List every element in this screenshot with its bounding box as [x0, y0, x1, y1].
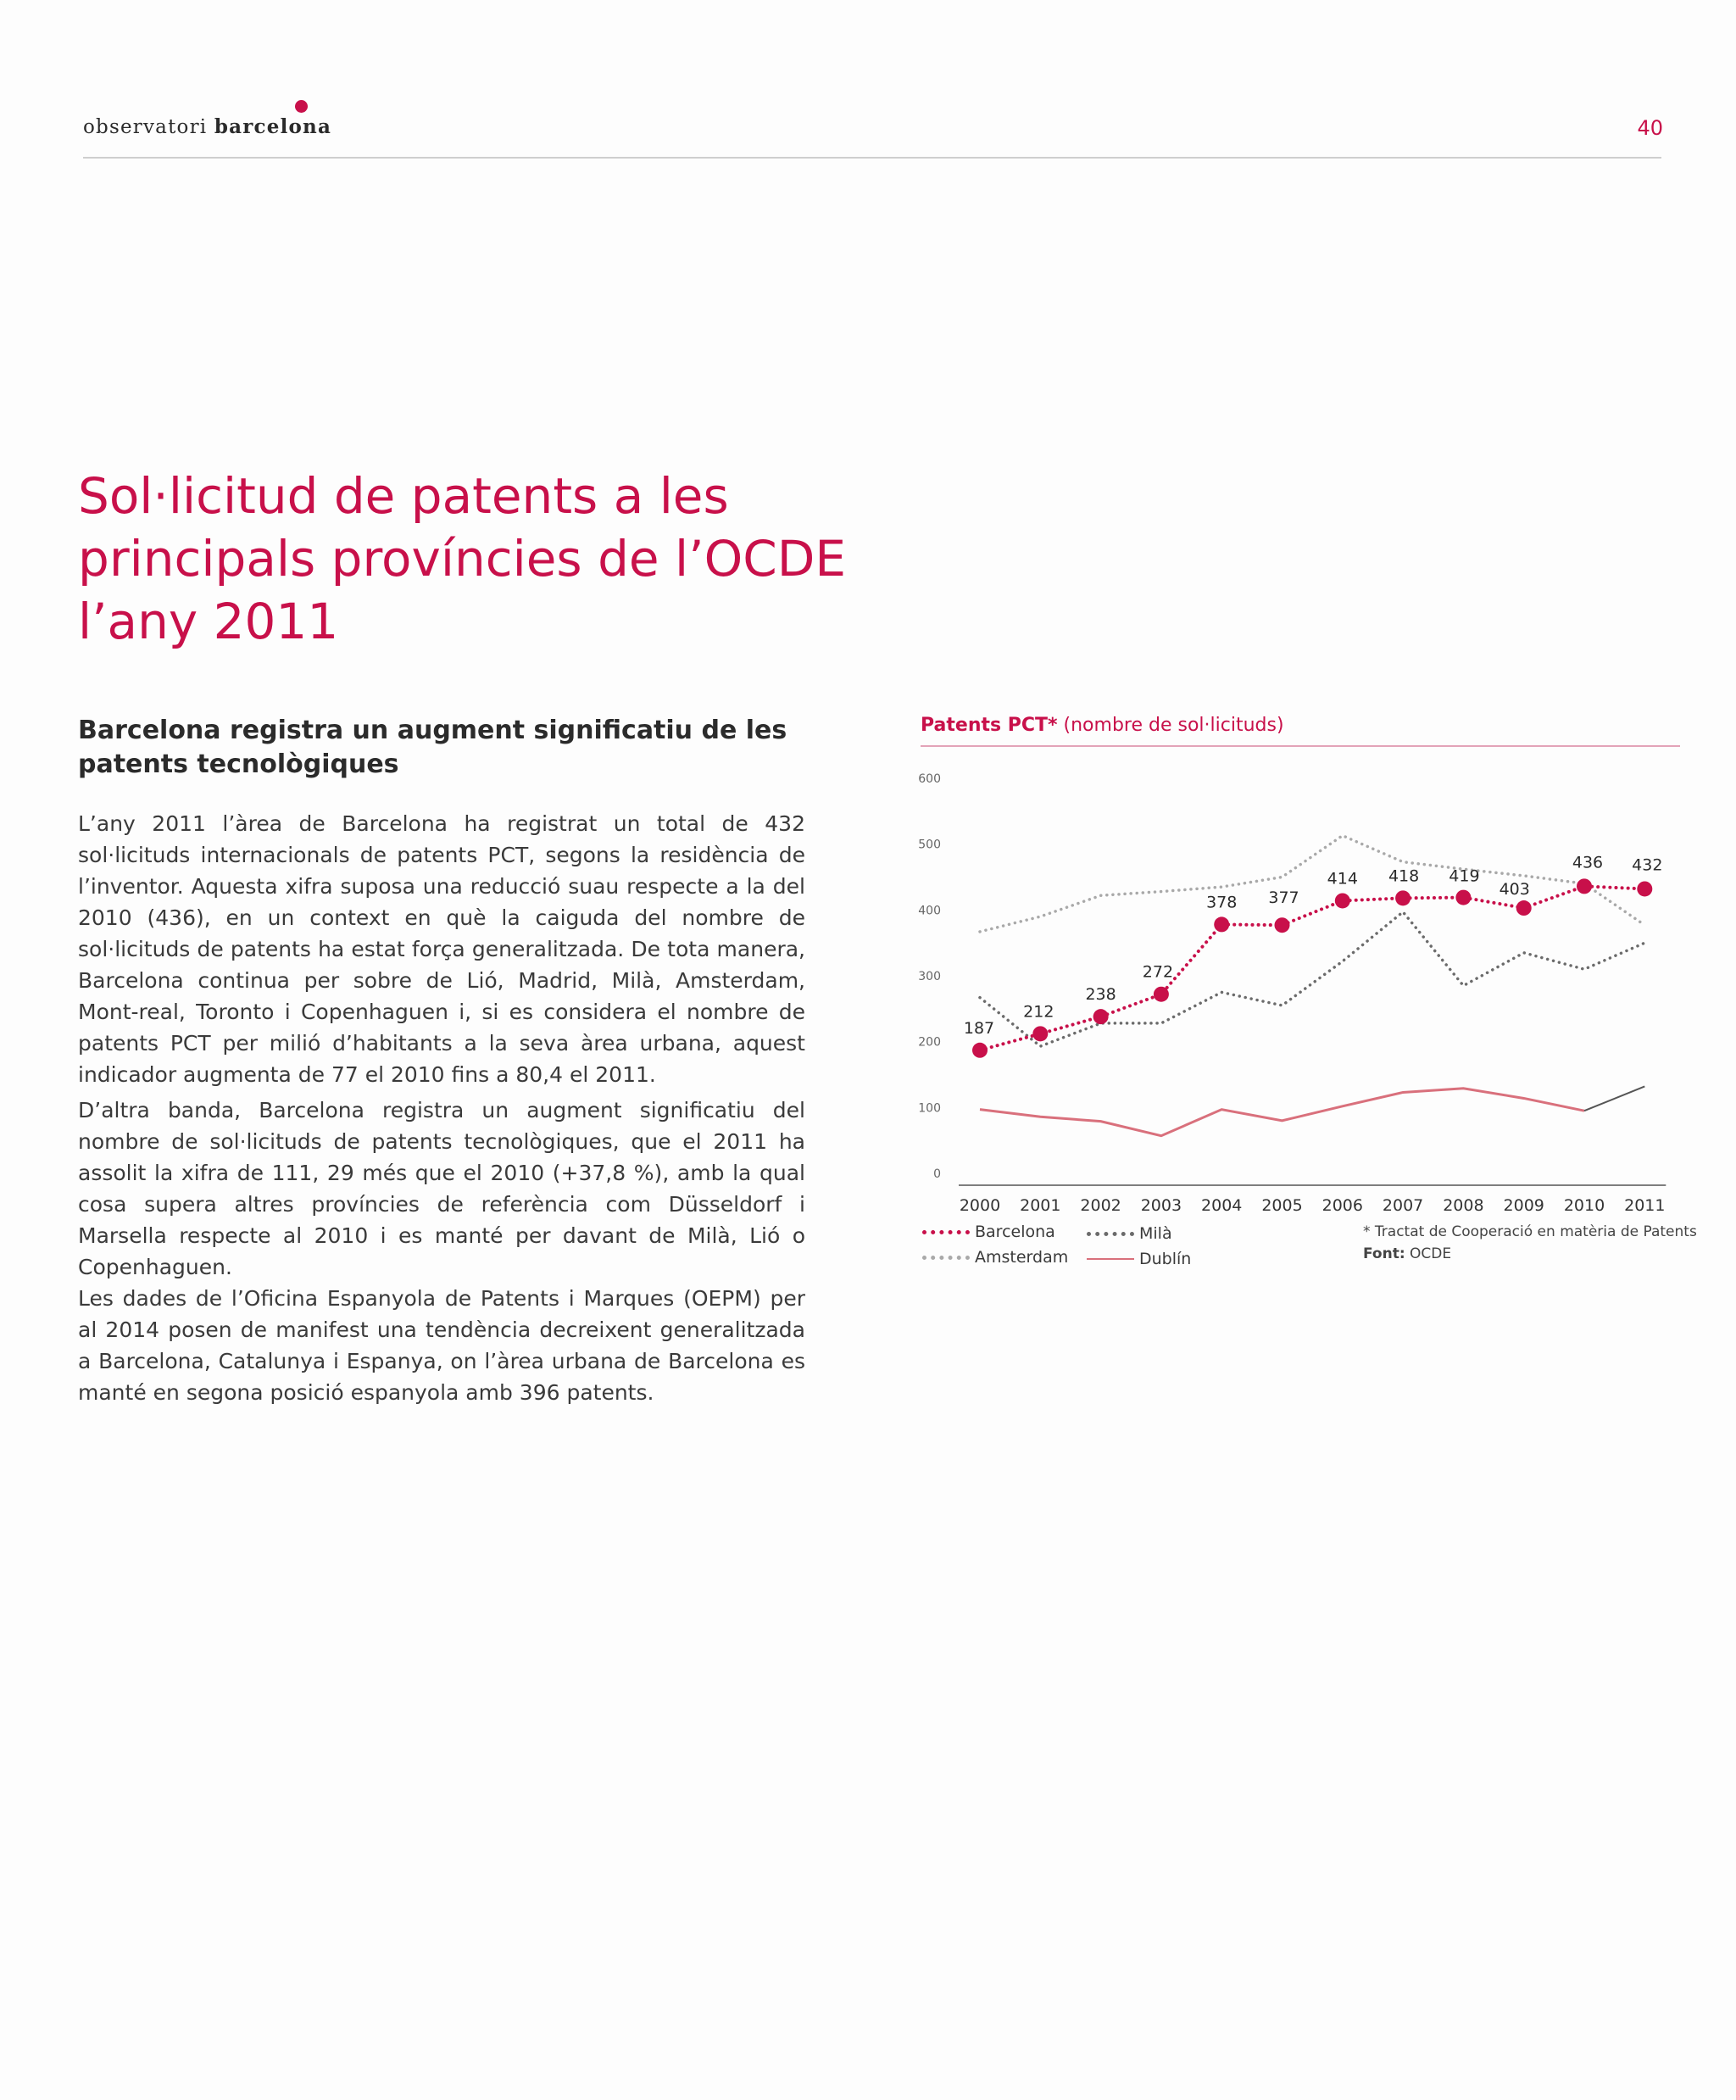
barcelona-point	[1093, 1009, 1109, 1024]
legend-label-dublin: Dublín	[1139, 1250, 1192, 1268]
legend-item-mila	[1087, 1224, 1172, 1243]
legend-item-dublin	[1087, 1250, 1191, 1268]
legend-label-amsterdam: Amsterdam	[975, 1248, 1069, 1267]
body-paragraph-3: Les dades de l’Oficina Espanyola de Patents i Marques (OEPM) per al 2014 posen de manifest una tendència decreixent generalitzada a Barcelona, Catalunya i Espanya, on l’àrea urbana de Barcelona es manté en segona posició espanyola amb 396 patents.	[78, 1286, 805, 1405]
barcelona-data-label: 187	[963, 1018, 995, 1038]
legend-label-barcelona: Barcelona	[975, 1223, 1055, 1241]
x-tick-label: 2008	[1443, 1196, 1484, 1212]
y-tick-label: 300	[918, 970, 941, 983]
footnote-text: * Tractat de Cooperació en matèria de Patents	[1363, 1223, 1697, 1240]
barcelona-point	[1275, 917, 1290, 933]
logo	[83, 95, 371, 146]
x-tick-label: 2003	[1140, 1196, 1182, 1212]
logo-dot-icon	[295, 100, 308, 113]
barcelona-data-label: 436	[1572, 853, 1604, 872]
legend-swatch-mila	[1087, 1232, 1134, 1236]
title-line-1: Sol·licitud de patents a les	[78, 467, 729, 525]
barcelona-point	[1455, 890, 1471, 905]
title-line-2: principals províncies de l’OCDE	[78, 530, 847, 588]
series-line-mila	[980, 912, 1644, 1046]
barcelona-data-label: 378	[1206, 893, 1238, 912]
barcelona-point	[972, 1043, 988, 1058]
x-tick-label: 2001	[1020, 1196, 1061, 1212]
source-line	[1363, 1243, 1697, 1265]
barcelona-point	[1335, 893, 1350, 908]
barcelona-point	[1395, 890, 1410, 905]
chart-title-unit: (nombre de sol·licituds)	[1063, 715, 1284, 736]
x-tick-label: 2005	[1261, 1196, 1303, 1212]
chart-title	[921, 715, 1284, 736]
barcelona-data-label: 419	[1449, 866, 1480, 886]
header-divider	[83, 157, 1661, 159]
legend-item-barcelona	[922, 1223, 1055, 1241]
barcelona-data-label: 432	[1632, 855, 1663, 875]
logo-prefix: observatori	[83, 116, 208, 138]
title-line-3: l’any 2011	[78, 593, 339, 650]
section-subtitle: Barcelona registra un augment significatiu de les patents tecnològiques	[78, 716, 787, 779]
x-tick-label: 2007	[1382, 1196, 1424, 1212]
chart-footnote	[1363, 1221, 1697, 1265]
legend-item-amsterdam	[922, 1248, 1068, 1267]
source-label: Font:	[1363, 1245, 1405, 1262]
x-tick-label: 2004	[1201, 1196, 1243, 1212]
y-tick-label: 0	[933, 1167, 941, 1181]
x-tick-label: 2009	[1503, 1196, 1544, 1212]
series-line-dublin-last-segment	[1584, 1086, 1644, 1111]
barcelona-point	[1032, 1026, 1048, 1041]
logo-text	[83, 115, 331, 138]
y-tick-label: 400	[918, 904, 941, 918]
source-value: OCDE	[1410, 1245, 1452, 1262]
patents-line-chart	[907, 755, 1687, 1212]
series-line-barcelona	[980, 886, 1644, 1050]
legend-swatch-barcelona	[922, 1230, 970, 1234]
barcelona-point	[1577, 878, 1592, 894]
page-title	[78, 465, 926, 653]
legend-label-mila: Milà	[1139, 1224, 1172, 1243]
body-paragraph-2: D’altra banda, Barcelona registra un augment significatiu del nombre de sol·licituds de patents tecnològiques, que el 2011 ha assolit la xifra de 111, 29 més que el 2010 (+37,8 %), amb la qual cosa supera altres províncies de referència com Düsseldorf i Marsella respecte al 2010 i es manté per davant de Milà, Lió o Copenhaguen.	[78, 1098, 805, 1279]
barcelona-data-label: 418	[1388, 866, 1420, 886]
body-paragraph-1: L’any 2011 l’àrea de Barcelona ha registrat un total de 432 sol·licituds internacionals de patents PCT, segons la residència de l’inventor. Aquesta xifra suposa una reducció suau respecte a la del 2010 (436), en un context en què la caiguda del nombre de sol·licituds de patents ha estat força generalitzada. De tota manera, Barcelona continua per sobre de Lió, Madrid, Milà, Amsterdam, Mont-real, Toronto i Copenhaguen i, si es considera el nombre de patents PCT per milió d’habitants a la seva àrea urbana, aquest indicador augmenta de 77 el 2010 fins a 80,4 el 2011.	[78, 811, 805, 1087]
barcelona-data-label: 238	[1085, 985, 1116, 1005]
barcelona-data-label: 403	[1499, 880, 1530, 900]
x-tick-label: 2002	[1080, 1196, 1121, 1212]
x-tick-label: 2006	[1321, 1196, 1363, 1212]
y-tick-label: 500	[918, 838, 941, 852]
y-tick-label: 100	[918, 1101, 941, 1116]
barcelona-data-label: 414	[1327, 869, 1358, 888]
x-tick-label: 2010	[1563, 1196, 1605, 1212]
x-tick-label: 2000	[959, 1196, 1001, 1212]
barcelona-data-label: 272	[1142, 962, 1174, 982]
barcelona-data-label: 212	[1023, 1002, 1054, 1022]
chart-title-divider	[921, 745, 1680, 747]
barcelona-point	[1154, 987, 1169, 1002]
y-tick-label: 200	[918, 1035, 941, 1050]
barcelona-point	[1516, 900, 1532, 916]
logo-brand: barcelona	[214, 115, 332, 138]
legend-swatch-amsterdam	[922, 1256, 970, 1260]
barcelona-point	[1214, 916, 1229, 932]
chart-title-main: Patents PCT*	[921, 715, 1058, 736]
y-tick-label: 600	[918, 772, 941, 786]
x-tick-label: 2011	[1624, 1196, 1666, 1212]
series-line-dublin	[980, 1089, 1584, 1136]
barcelona-data-label: 377	[1268, 888, 1299, 908]
series-line-amsterdam	[980, 836, 1644, 932]
barcelona-point	[1637, 881, 1652, 896]
legend-swatch-dublin	[1087, 1258, 1134, 1260]
page-number: 40	[1637, 116, 1663, 140]
